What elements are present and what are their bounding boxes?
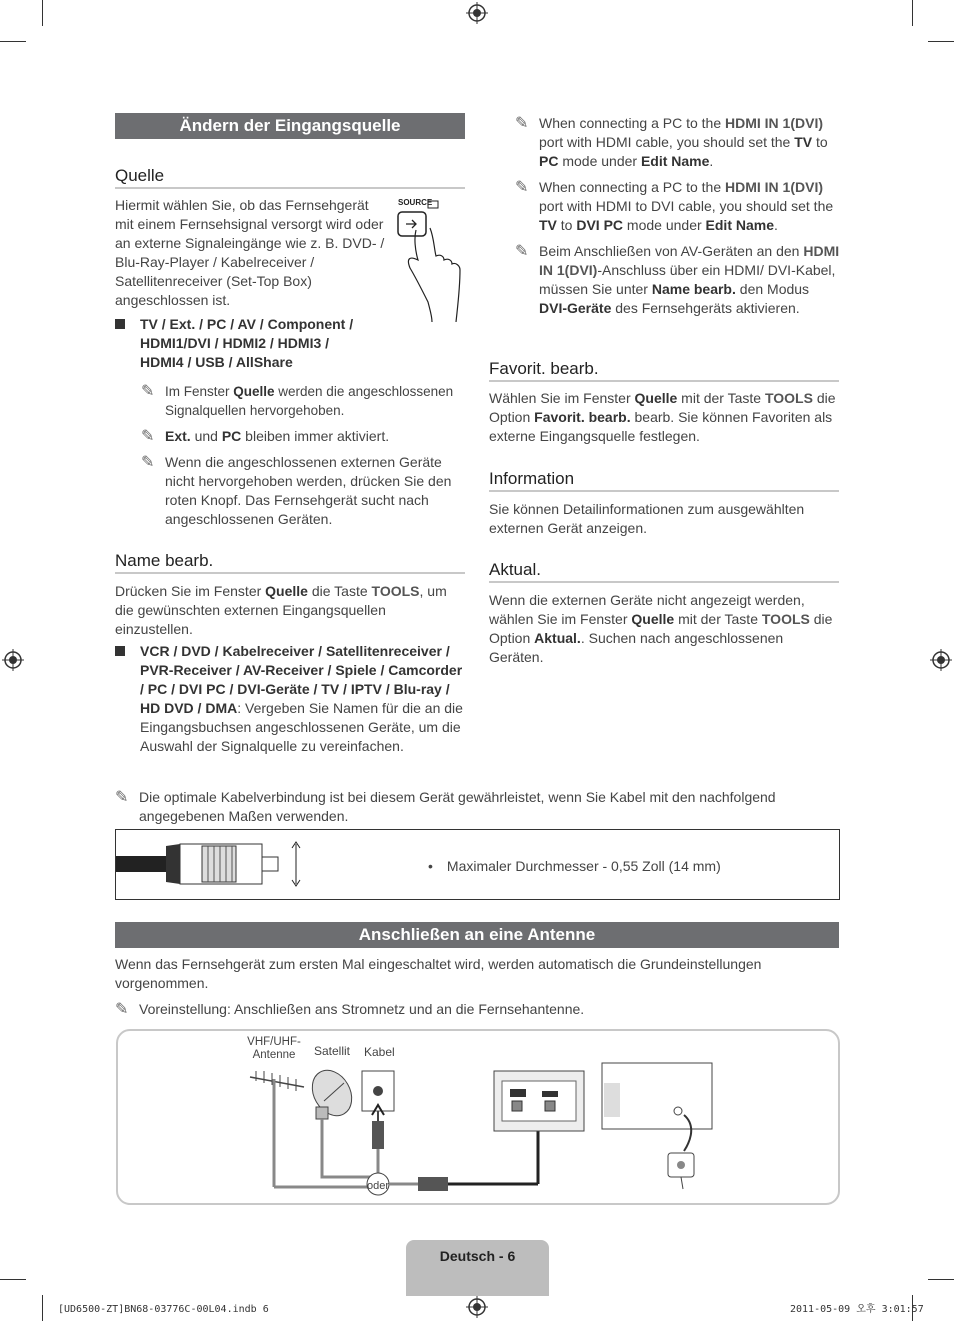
- note-pencil-icon: ✎: [141, 383, 155, 400]
- tv-back-icon: [602, 1063, 712, 1189]
- source-button-illustration: [396, 198, 468, 322]
- crop-mark: [42, 1295, 43, 1321]
- heading-aktual: Aktual.: [489, 560, 839, 583]
- heading-quelle: Quelle: [115, 166, 465, 189]
- device-list: VCR / DVD / Kabelreceiver / Satellitenreceiver / PVR-Receiver / AV-Receiver / Spiele / Camcorder / PC / DVI PC / DVI-Geräte / TV / IPTV / Blu-ray / HD DVD / DMA: Vergeben Sie Namen für die an die Eingangsbuchsen angeschlossenen Geräte, um die Auswahl der Signalquelle zu vereinfachen.: [115, 642, 465, 756]
- registration-mark-icon: [930, 649, 952, 671]
- note-pencil-icon: ✎: [515, 243, 529, 260]
- note-quelle-1: ✎ Im Fenster Quelle werden die angeschlossenen Signalquellen hervorgehoben.: [141, 383, 454, 418]
- note-pencil-icon: ✎: [115, 789, 129, 806]
- quelle-intro: Hiermit wählen Sie, ob das Fernsehgerät mit einem Fernsehsignal versorgt wird oder an externe Signaleingänge wie z. B. DVD- / Blu-Ray-Player / Kabelreceiver / Satellitenreceiver (Set-Top Box) angeschlossen ist.: [115, 197, 385, 308]
- favorit-text: Wählen Sie im Fenster Quelle mit der Taste TOOLS die Option Favorit. bearb. bearb. Sie können Favoriten als externe Eingangsquelle festlegen.: [489, 390, 836, 444]
- coax-plug-icon: [418, 1177, 448, 1191]
- page-number-tab: [406, 1240, 549, 1296]
- antenna-text: Wenn das Fernsehgerät zum ersten Mal eingeschaltet wird, werden automatisch die Grundeinstellungen vorgenommen.: [115, 956, 762, 991]
- registration-mark-icon: [466, 2, 488, 24]
- hand-pressing-icon: [396, 198, 468, 322]
- note-hdmi-dvi-pc: ✎ When connecting a PC to the HDMI IN 1(DVI) port with HDMI to DVI cable, you should set the TV to DVI PC mode under Edit Name.: [515, 179, 834, 233]
- tv-rear-panel-icon: [494, 1071, 584, 1131]
- note-pencil-icon: ✎: [515, 179, 529, 196]
- antenna-connection-diagram: [116, 1029, 840, 1205]
- note-quelle-2: ✎ Ext. und PC bleiben immer aktiviert.: [141, 428, 390, 445]
- crop-mark: [0, 41, 26, 42]
- cable-spec: • Maximaler Durchmesser - 0,55 Zoll (14 mm): [428, 858, 721, 874]
- label-oder: oder: [367, 1180, 390, 1192]
- section-title-input-source: Ändern der Eingangsquelle: [115, 113, 465, 139]
- bullet-square-icon: [115, 646, 125, 656]
- label-kabel: Kabel: [364, 1045, 395, 1059]
- aktual-text: Wenn die externen Geräte nicht angezeigt werden, wählen Sie im Fenster Quelle mit der Taste TOOLS die Option Aktual.. Suchen nach angeschlossenen Geräten.: [489, 592, 833, 665]
- source-button-label: SOURCE: [398, 198, 433, 207]
- footer-file: [UD6500-ZT]BN68-03776C-00L04.indb 6: [58, 1304, 269, 1315]
- section-title-antenna: Anschließen an eine Antenne: [115, 922, 839, 948]
- note-av-devices: ✎ Beim Anschließen von AV-Geräten an den HDMI IN 1(DVI)-Anschluss über ein HDMI/ DVI-Kabel, müssen Sie unter Name bearb. den Modus DVI-Geräte des Fernsehgeräts aktivieren.: [515, 243, 840, 316]
- vhf-antenna-icon: [250, 1071, 304, 1187]
- crop-mark: [912, 0, 913, 26]
- input-list: TV / Ext. / PC / AV / Component / HDMI1/DVI / HDMI2 / HDMI3 / HDMI4 / USB / AllShare: [115, 315, 375, 372]
- crop-mark: [928, 41, 954, 42]
- heading-favorit: Favorit. bearb.: [489, 359, 839, 382]
- crop-mark: [0, 1279, 26, 1280]
- note-quelle-3: ✎ Wenn die angeschlossenen externen Geräte nicht hervorgehoben werden, drücken Sie den roten Knopf. Das Fernsehgerät sucht nach angeschlossenen Geräten.: [141, 454, 452, 527]
- bullet-square-icon: [115, 319, 125, 329]
- note-pencil-icon: ✎: [115, 1001, 129, 1018]
- page-number: Deutsch - 6: [439, 1248, 516, 1264]
- heading-information: Information: [489, 469, 839, 492]
- label-vhf-uhf: VHF/UHF- Antenne: [247, 1036, 301, 1061]
- note-pencil-icon: ✎: [515, 115, 529, 132]
- heading-name-bearb: Name bearb.: [115, 551, 465, 574]
- note-pencil-icon: ✎: [141, 428, 155, 445]
- connection-diagram-graphic: [118, 1031, 838, 1203]
- footer-date: 2011-05-09 오후 3:01:57: [790, 1304, 924, 1315]
- wall-socket-icon: [362, 1071, 394, 1177]
- information-text: Sie können Detailinformationen zum ausgewählten externen Gerät anzeigen.: [489, 501, 805, 536]
- cable-connector-icon: [116, 840, 306, 890]
- label-satellit: Satellit: [314, 1044, 351, 1058]
- namebearb-text: Drücken Sie im Fenster Quelle die Taste TOOLS, um die gewünschten externen Eingangsquellen einzustellen.: [115, 583, 447, 637]
- crop-mark: [42, 0, 43, 26]
- cable-spec-box: [115, 829, 840, 900]
- note-antenna: ✎ Voreinstellung: Anschließen ans Stromnetz und an die Fernsehantenne.: [115, 1001, 585, 1018]
- note-cable: ✎ Die optimale Kabelverbindung ist bei diesem Gerät gewährleistet, wenn Sie Kabel mit den nachfolgend angegebenen Maßen verwenden.: [115, 789, 776, 824]
- registration-mark-icon: [466, 1296, 488, 1318]
- registration-mark-icon: [2, 649, 24, 671]
- crop-mark: [928, 1279, 954, 1280]
- note-hdmi-pc: ✎ When connecting a PC to the HDMI IN 1(DVI) port with HDMI cable, you should set the TV to PC mode under Edit Name.: [515, 115, 828, 169]
- note-pencil-icon: ✎: [141, 454, 155, 471]
